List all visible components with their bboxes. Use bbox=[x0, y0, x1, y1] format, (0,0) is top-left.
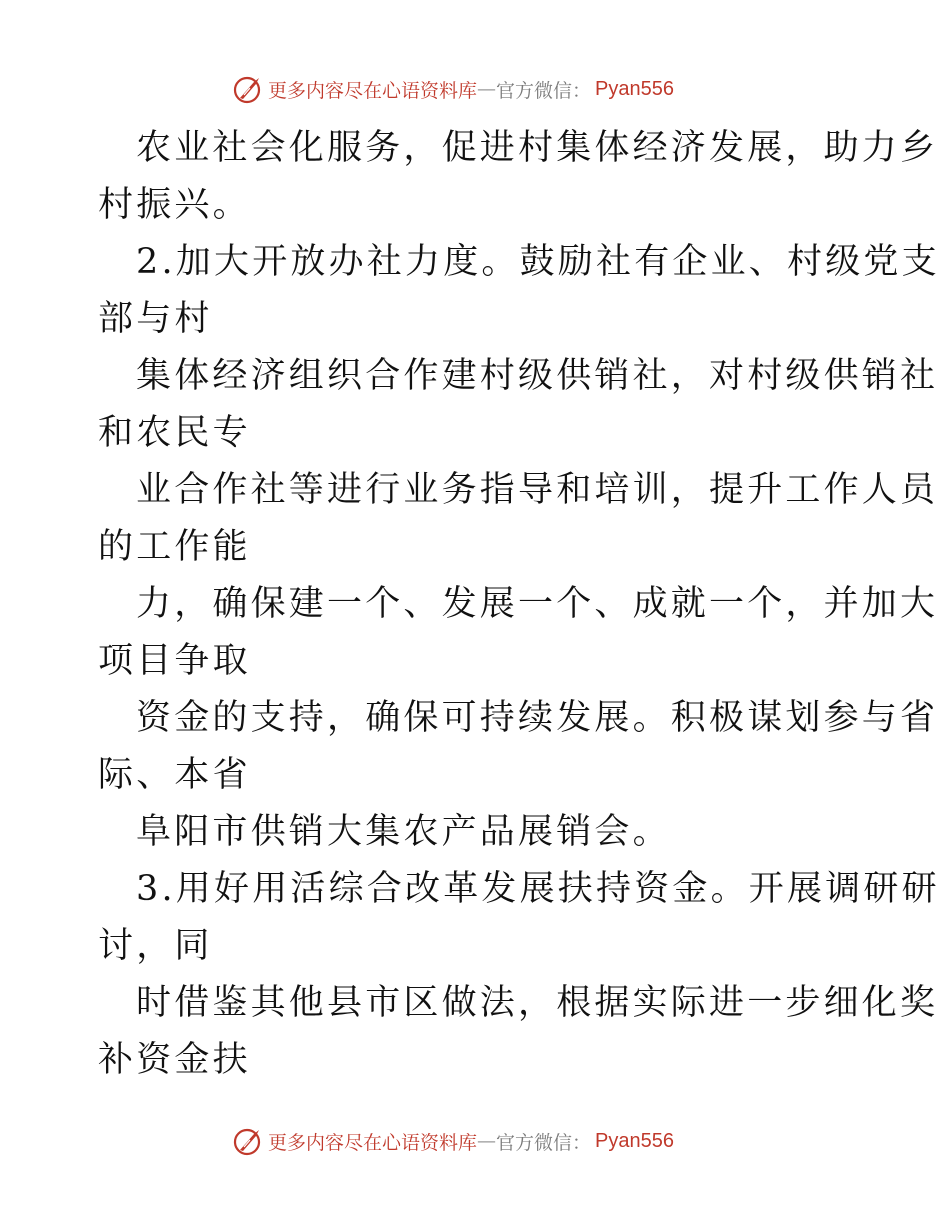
text-line: 2.加大开放办社力度。鼓励社有企业、村级党支 bbox=[136, 242, 940, 282]
text-line: 村振兴。 bbox=[98, 185, 251, 225]
text-line: 际、本省 bbox=[98, 755, 251, 795]
watermark-text: 更多内容尽在心语资料库 bbox=[268, 1131, 478, 1154]
watermark-wechat-id: Pyan556 bbox=[595, 77, 674, 100]
text-line: 补资金扶 bbox=[98, 1040, 251, 1080]
text-line: 3.用好用活综合改革发展扶持资金。开展调研研 bbox=[136, 869, 940, 909]
text-line: 部与村 bbox=[98, 299, 213, 339]
text-line: 农业社会化服务，促进村集体经济发展，助力乡 bbox=[136, 128, 939, 168]
text-line: 资金的支持，确保可持续发展。积极谋划参与省 bbox=[136, 698, 939, 738]
text-line: 力，确保建一个、发展一个、成就一个，并加大 bbox=[136, 584, 939, 624]
quill-pen-logo-icon bbox=[232, 73, 264, 105]
text-line: 业合作社等进行业务指导和培训，提升工作人员 bbox=[136, 470, 939, 510]
header-watermark bbox=[0, 72, 950, 106]
quill-pen-logo-icon bbox=[232, 1125, 264, 1157]
watermark-wechat-label: 官方微信： bbox=[496, 79, 592, 102]
text-line: 集体经济组织合作建村级供销社，对村级供销社 bbox=[136, 356, 939, 396]
text-line: 时借鉴其他县市区做法，根据实际进一步细化奖 bbox=[136, 983, 939, 1023]
text-line: 的工作能 bbox=[98, 527, 251, 567]
text-line: 讨，同 bbox=[98, 926, 213, 966]
footer-watermark bbox=[0, 1124, 950, 1158]
watermark-wechat-label: 官方微信： bbox=[496, 1131, 592, 1154]
watermark-text: 更多内容尽在心语资料库 bbox=[268, 79, 478, 102]
watermark-separator: — bbox=[477, 1130, 497, 1152]
text-line: 项目争取 bbox=[98, 641, 251, 681]
text-line: 和农民专 bbox=[98, 413, 251, 453]
watermark-separator: — bbox=[477, 78, 497, 100]
text-line: 阜阳市供销大集农产品展销会。 bbox=[136, 812, 671, 852]
watermark-wechat-id: Pyan556 bbox=[595, 1129, 674, 1152]
